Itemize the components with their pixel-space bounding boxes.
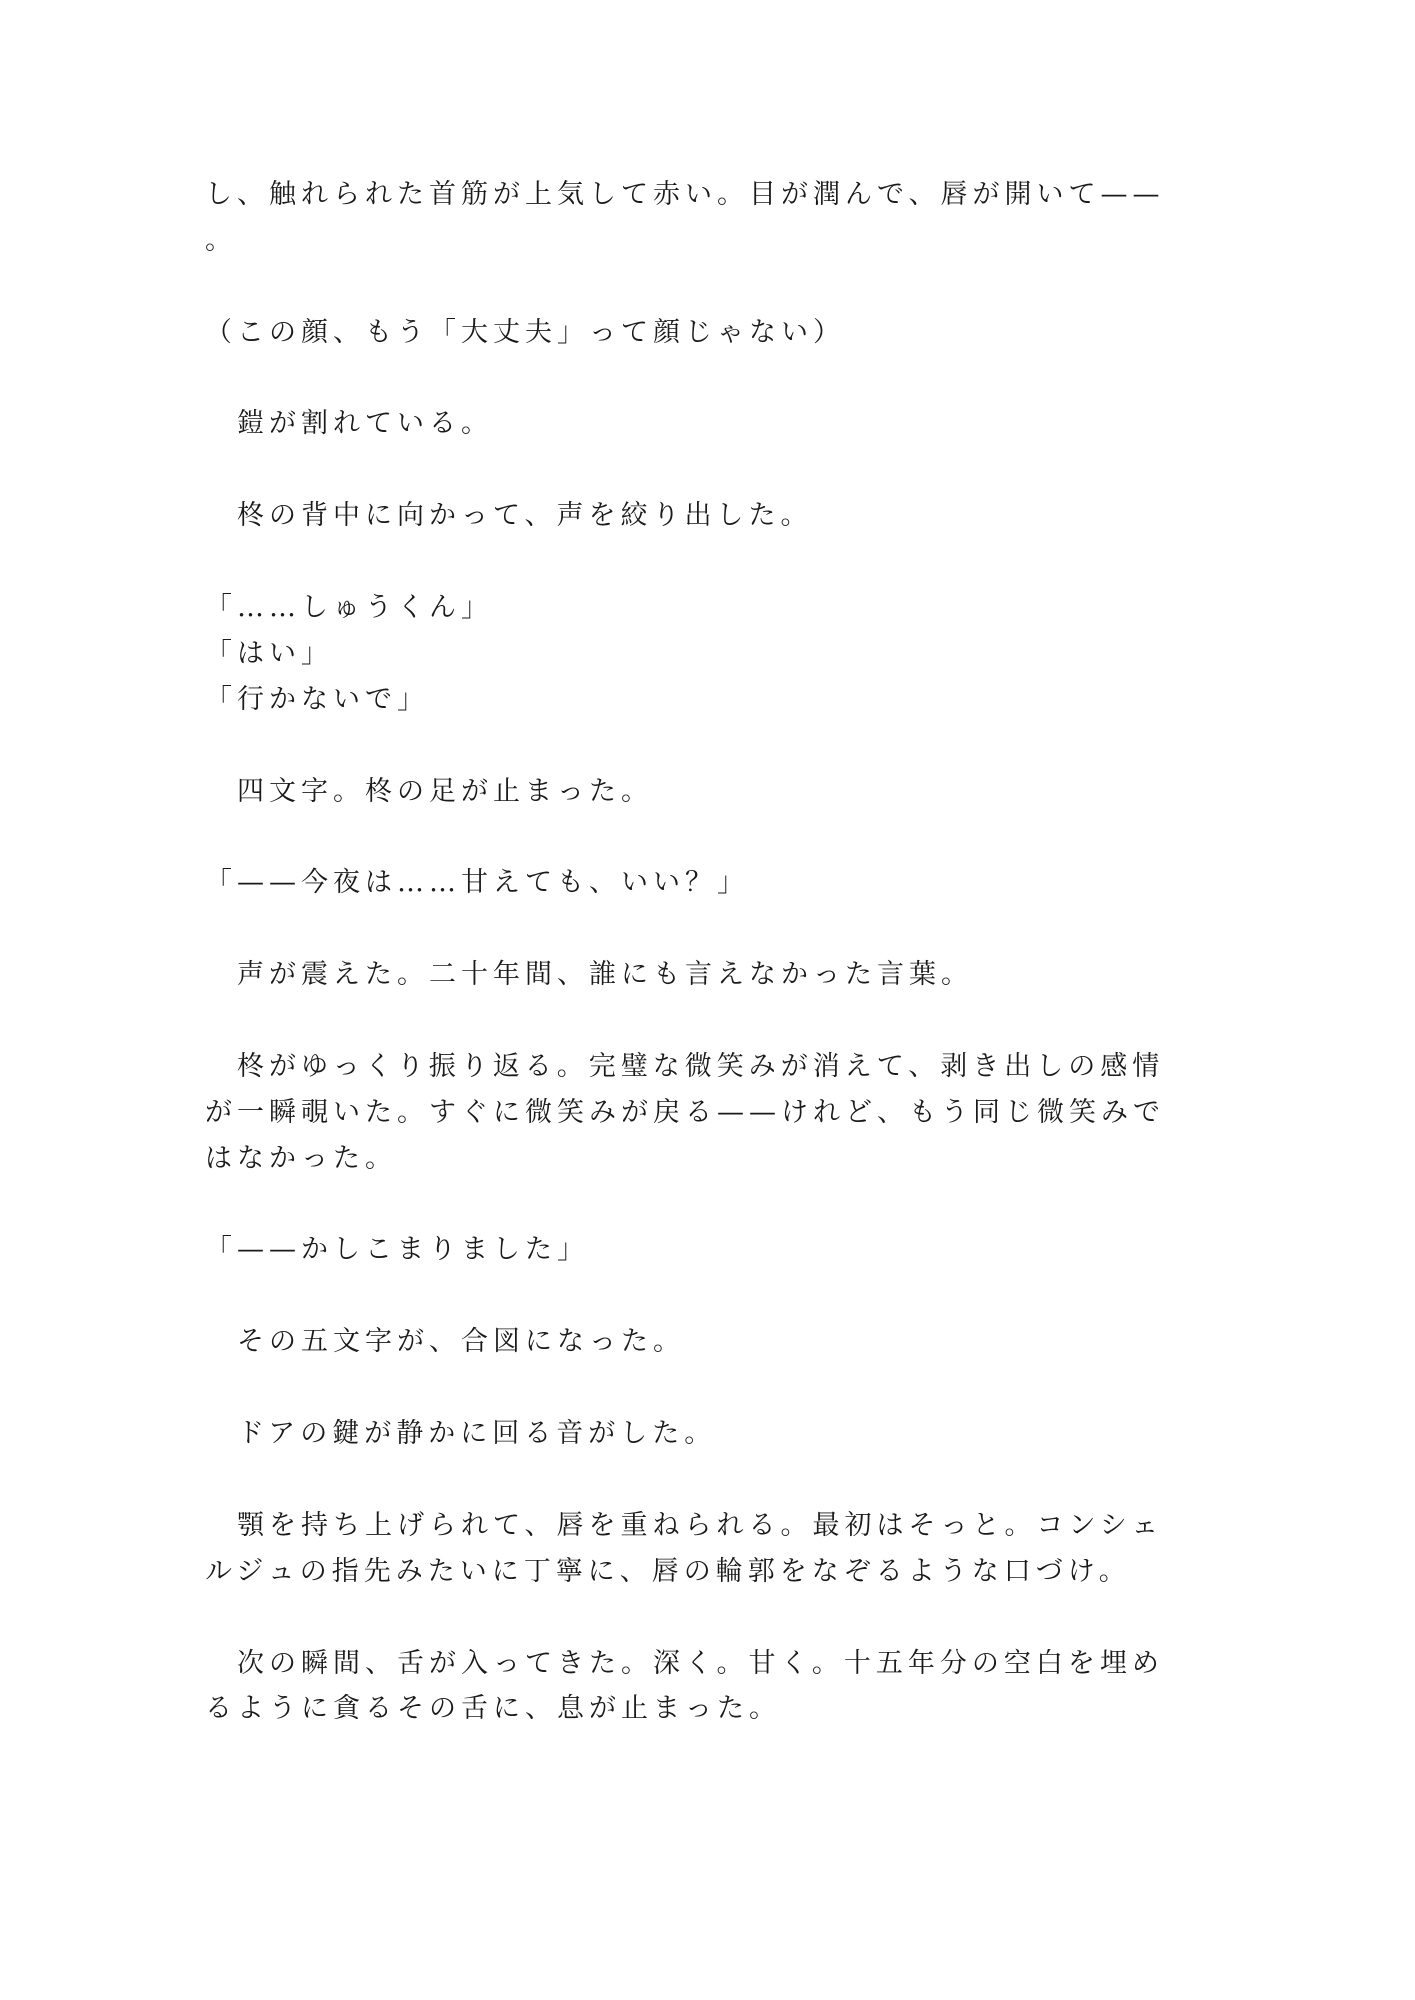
document-page [205,172,1215,1778]
text-line: るように貪るその舌に、息が止まった。 [205,1693,781,1725]
text-line: （この顔、もう「大丈夫」って顔じゃない） [205,316,845,348]
paragraph [205,769,1215,815]
text-line: はなかった。 [205,1142,397,1174]
paragraph [205,493,1215,539]
text-line: し、触れられた首筋が上気して赤い。目が潤んで、唇が開いて—— [205,179,1165,210]
text-line: 。 [205,224,237,256]
text-line: 鎧が割れている。 [205,408,493,440]
dialogue-line: 「はい」 [205,637,333,669]
paragraph [205,1319,1215,1365]
dialogue-line: 「……しゅうくん」 [205,592,493,624]
text-line: 四文字。柊の足が止まった。 [205,775,653,807]
paragraph [205,172,1215,264]
paragraph [205,401,1215,447]
text-line: その五文字が、合図になった。 [205,1326,685,1358]
text-line: 次の瞬間、舌が入ってきた。深く。甘く。十五年分の空白を埋め [205,1647,1164,1679]
paragraph [205,1503,1215,1595]
dialogue-block [205,860,1215,906]
dialogue-line: 「——かしこまりました」 [205,1234,589,1266]
paragraph [205,1411,1215,1457]
dialogue-block [205,1227,1215,1273]
text-line: 柊がゆっくり振り返る。完璧な微笑みが消えて、剥き出しの感情 [205,1050,1165,1082]
text-line: ドアの鍵が静かに回る音がした。 [205,1418,717,1450]
dialogue-line: 「行かないで」 [205,683,429,715]
text-line: 顎を持ち上げられて、唇を重ねられる。最初はそっと。コンシェ [205,1509,1164,1541]
text-line: ルジュの指先みたいに丁寧に、唇の輪郭をなぞるような口づけ。 [205,1555,1131,1587]
dialogue-block [205,585,1215,723]
dialogue-line: 「——今夜は……甘えても、いい？」 [205,867,749,899]
paragraph [205,310,1215,356]
text-line: 声が震えた。二十年間、誰にも言えなかった言葉。 [205,959,973,991]
paragraph [205,1044,1215,1182]
text-line: が一瞬覗いた。すぐに微笑みが戻る——けれど、もう同じ微笑みで [205,1096,1165,1128]
text-line: 柊の背中に向かって、声を絞り出した。 [205,500,813,532]
paragraph [205,1641,1215,1733]
paragraph [205,952,1215,998]
